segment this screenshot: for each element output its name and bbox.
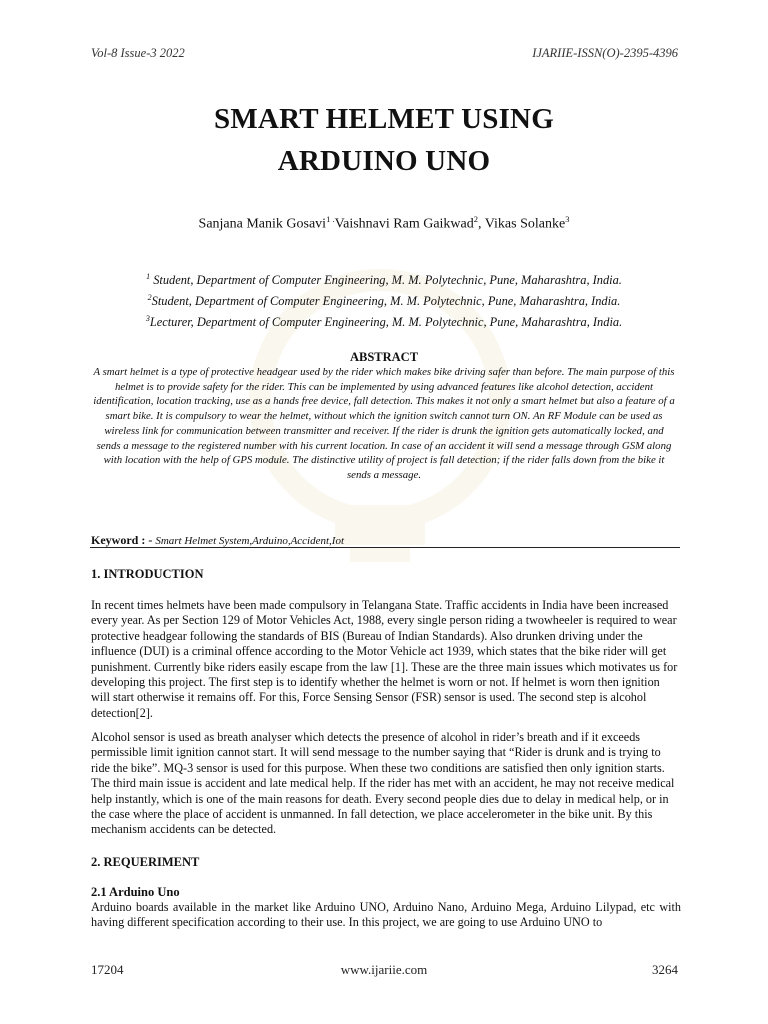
affiliation-1-text: Student, Department of Computer Engineering, M. M. Polytechnic, Pune, Maharashtra, India. xyxy=(150,273,622,288)
abstract-heading: ABSTRACT xyxy=(349,350,419,364)
affiliation-1-sup: 1 xyxy=(146,272,151,281)
arduino-uno-subheading: 2.1 Arduino Uno xyxy=(91,885,180,899)
footer-page-number: 3264 xyxy=(652,962,678,977)
affiliation-3-sup: 3 xyxy=(145,314,150,324)
affiliation-2-sup: 2 xyxy=(147,293,152,303)
introduction-heading: 1. INTRODUCTION xyxy=(91,567,204,581)
keyword-divider xyxy=(90,547,680,548)
requirement-paragraph-1: Arduino boards available in the market like Arduino UNO, Arduino Nano, Arduino Mega, Arduino Lilypad, etc with having different specification according to their use. In this project, we are going to use Arduino UNO to xyxy=(91,900,681,930)
footer-paper-id: 17204 xyxy=(91,962,124,977)
affiliation-2 xyxy=(0,289,768,310)
paper-title xyxy=(0,98,768,182)
header-volume: Vol-8 Issue-3 2022 xyxy=(91,46,185,60)
keyword-line xyxy=(91,533,344,548)
abstract-body: A smart helmet is a type of protective headgear used by the rider which makes bike driving safer than before. The main purpose of this helmet is to provide safety for the rider. This can be implemented by using advanced features like alcohol detection, accident identification, location tracking, use as a hands free device, fall detection. This makes it not only a smart helmet but also a feature of a smart bike. It is compulsory to wear the helmet, without which the ignition switch cannot turn ON. An RF Module can be used as wireless link for communication between transmitter and receiver. If the rider is drunk the ignition gets automatically locked, and sends a message to the registered number with his current location. In case of an accident it will send a message through GSM along with location with the help of GPS module. The distinctive utility of project is fall detection; if the rider falls down from the bike it sends a message. xyxy=(93,366,675,481)
introduction-paragraph-2: Alcohol sensor is used as breath analyser which detects the presence of alcohol in rider’s breath and if it exceeds permissible limit ignition cannot start. It will send message to the number saying that “Rider is drunk and is trying to ride the bike”. MQ-3 sensor is used for this purpose. When these two conditions are satisfied then only ignition starts. The third main issue is accident and late medical help. If the rider has met with an accident, he may not receive medical help instantly, which is one of the main reasons for death. Every second people dies due to delay in medical help, or in the case where the place of accident is unmanned. In fall detection, we place accelerometer in the bike unit. By this mechanism accidents can be detected. xyxy=(91,730,675,837)
header-issn: IJARIIE-ISSN(O)-2395-4396 xyxy=(532,46,678,60)
author-2: Vaishnavi Ram Gaikwad xyxy=(334,216,474,232)
keyword-values: Smart Helmet System,Arduino,Accident,Iot xyxy=(155,535,345,547)
requirement-heading: 2. REQUERIMENT xyxy=(91,855,200,869)
author-3-sup: 3 xyxy=(565,214,570,224)
author-1-sup: 1 . xyxy=(326,214,335,224)
title-line-2: ARDUINO UNO xyxy=(277,145,491,177)
affiliation-2-text: Student, Department of Computer Engineering, M. M. Polytechnic, Pune, Maharashtra, India. xyxy=(151,294,621,309)
author-2-sup: 2 xyxy=(473,214,479,224)
author-1: Sanjana Manik Gosavi xyxy=(198,216,327,232)
author-sep: , xyxy=(478,216,485,232)
affiliation-3 xyxy=(0,310,768,331)
introduction-paragraph-1: In recent times helmets have been made compulsory in Telangana State. Traffic accidents in India have been increased every year. As per Section 129 of Motor Vehicles Act, 1988, every single person riding a twowheeler is required to wear protective headgear following the standards of BIS (Bureau of Indian Standards). Also drunken driving under the influence (DUI) is a criminal offence according to the Motor Vehicle act 1939, which states that the bike rider will get punishment. Currently bike riders easily escape from the law [1]. These are the three main issues which motivates us for developing this project. The first step is to identify whether the helmet is worn or not. If helmet is worn then ignition will start otherwise it remains off. For this, Force Sensing Sensor (FSR) sensor is used. The second step is alcohol detection[2]. xyxy=(91,598,678,720)
author-3: Vikas Solanke xyxy=(484,216,566,232)
title-line-1: SMART HELMET USING xyxy=(214,103,554,135)
keyword-label: Keyword : - xyxy=(91,533,156,547)
author-list xyxy=(0,214,768,233)
affiliations xyxy=(0,268,768,331)
affiliation-1 xyxy=(0,268,768,289)
affiliation-3-text: Lecturer, Department of Computer Engineering, M. M. Polytechnic, Pune, Maharashtra, India. xyxy=(149,315,623,330)
footer-website-link[interactable]: www.ijariie.com xyxy=(340,962,428,977)
